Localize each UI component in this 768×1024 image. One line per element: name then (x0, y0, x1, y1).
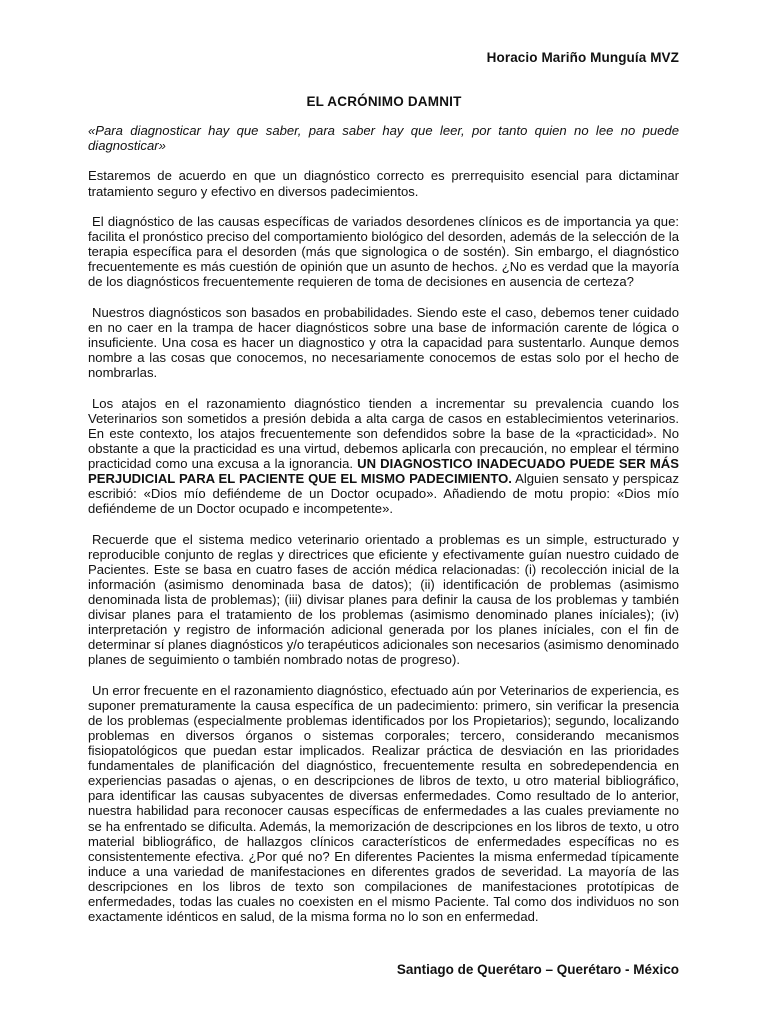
paragraph-5: Recuerde que el sistema medico veterinario orientado a problemas es un simple, estructurado y reproducible conjunto de reglas y directrices que eficiente y efectivamente guían nuestro cuidado de Pacientes. Este se basa en cuatro fases de acción médica relacionadas: (i) recolección inicial de la información (asimismo denominada basa de datos); (ii) identificación de problemas (asimismo denominada lista de problemas); (iii) divisar planes para definir la causa de los problemas y también divisar planes para el tratamiento de los problemas (asimismo denominado planes iníciales); (iv) interpretación y registro de información adicional generada por los planes iníciales, con el fin de determinar sí planes diagnósticos y/o terapéuticos adicionales son necesarios (asimismo denominado planes de seguimiento o también nombrado notas de progreso). (88, 531, 679, 668)
epigraph-quote: «Para diagnosticar hay que saber, para saber hay que leer, por tanto quien no lee no puede diagnosticar» (88, 123, 679, 154)
paragraph-2: El diagnóstico de las causas específicas de variados desordenes clínicos es de importancia ya que: facilita el pronóstico preciso del comportamiento biológico del desorden, además de la selección de la terapia específica para el desorden (más que signologica o de sostén). Sin embargo, el diagnóstico frecuentemente es más cuestión de opinión que un asunto de hechos. ¿No es verdad que la mayoría de los diagnósticos frecuentemente requieren de toma de decisiones en ausencia de certeza? (88, 213, 679, 290)
paragraph-4-text-a: Los atajos en el razonamiento diagnóstico tienden a incrementar su prevalencia cuando los Veterinarios son sometidos a presión debida a alta carga de casos en establecimientos veterinarios. En este contexto, los atajos frecuentemente son defendidos sobre la base de la «practicidad». No obstante a que la practicidad es una virtud, debemos aplicarla con precaución, no emplear el término practicidad como una excusa a la ignorancia. (88, 395, 679, 471)
paragraph-3: Nuestros diagnósticos son basados en probabilidades. Siendo este el caso, debemos tener cuidado en no caer en la trampa de hacer diagnósticos sobre una base de información carente de lógica o insuficiente. Una cosa es hacer un diagnostico y otra la capacidad para sustentarlo. Aunque demos nombre a las cosas que conocemos, no necesariamente conocemos de estas solo por el hecho de nombrarlas. (88, 304, 679, 381)
document-title: EL ACRÓNIMO DAMNIT (306, 94, 462, 109)
document-body (88, 123, 679, 939)
footer-location: Santiago de Querétaro – Querétaro - México (396, 962, 679, 977)
paragraph-1: Estaremos de acuerdo en que un diagnóstico correcto es prerrequisito esencial para dictaminar tratamiento seguro y efectivo en diversos padecimientos. (88, 168, 679, 199)
paragraph-4-emphasis: UN DIAGNOSTICO INADECUADO PUEDE SER MÁS PERJUDICIAL PARA EL PACIENTE QUE EL MISMO PADECIMIENTO. (88, 455, 679, 486)
paragraph-6: Un error frecuente en el razonamiento diagnóstico, efectuado aún por Veterinarios de experiencia, es suponer prematuramente la causa específica de un padecimiento: primero, sin verificar la presencia de los problemas (especialmente problemas identificados por los Propietarios); segundo, localizando problemas en diversos órganos o sistemas corporales; tercero, considerando mecanismos fisiopatológicos que puedan estar implicados. Realizar práctica de desviación en las prioridades fundamentales de planificación del diagnóstico, frecuentemente resulta en sobredependencia en experiencias pasadas o ajenas, o en descripciones de libros de texto, u otro material bibliográfico, para identificar las causas subyacentes de diversas enfermedades. Como resultado de lo anterior, nuestra habilidad para reconocer causas específicas de enfermedades a las cuales previamente no se ha enfrentado se dificulta. Además, la memorización de descripciones en los libros de texto, u otro material bibliográfico, de hallazgos clínicos característicos de enfermedades específicas no es consistentemente efectiva. ¿Por qué no? En diferentes Pacientes la misma enfermedad típicamente induce a una variedad de manifestaciones en diferentes grados de severidad. La mayoría de las descripciones en los libros de texto son compilaciones de manifestaciones prototípicas de enfermedades, todas las cuales no coexisten en el mismo Paciente. Tal como dos individuos no son exactamente idénticos en salud, de la misma forma no lo son en enfermedad. (88, 682, 679, 925)
paragraph-4 (88, 396, 679, 517)
paragraph-4-text-c: Alguien sensato y perspicaz escribió: «Dios mío defiéndeme de un Doctor ocupado». Añadiendo de motu propio: «Dios mío defiéndeme de un Doctor ocupado e incompetente». (88, 470, 679, 517)
author-header: Horacio Mariño Munguía MVZ (486, 50, 679, 65)
